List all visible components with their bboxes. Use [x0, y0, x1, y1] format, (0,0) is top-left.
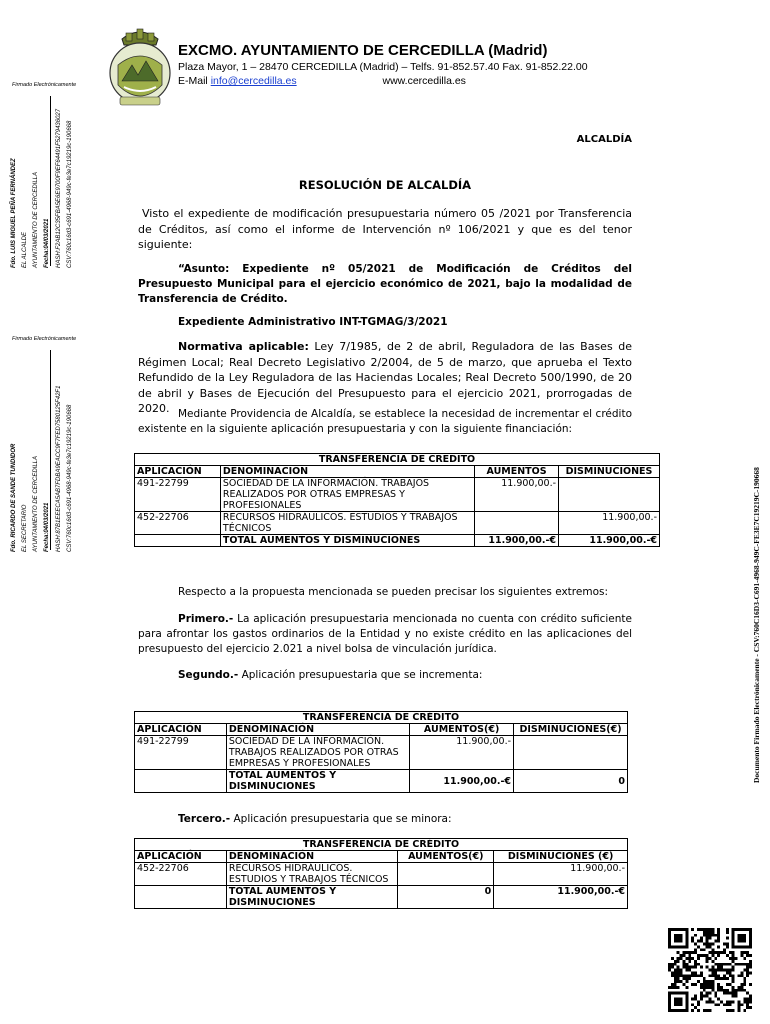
table-cell: 0 — [514, 770, 628, 793]
table-header: APLICACIÓN — [135, 724, 227, 736]
header-address: Plaza Mayor, 1 – 28470 CERCEDILLA (Madrid) – Telfs. 91-852.57.40 Fax. 91-852.22.00 — [178, 61, 588, 73]
signer-name-2: Fdo. RICARDO DE SANDE TUNDIDOR — [11, 443, 17, 552]
table-cell — [398, 863, 494, 886]
table-cell: SOCIEDAD DE LA INFORMACIÓN. TRABAJOS REALIZADOS POR OTRAS EMPRESAS Y PROFESIONALES — [220, 478, 474, 512]
table-cell: 11.900,00.-€ — [410, 770, 514, 793]
town-crest-logo — [106, 25, 174, 107]
paragraph-respecto: Respecto a la propuesta mencionada se pueden precisar los siguientes extremos: — [178, 586, 609, 598]
table-header: DENOMINACIÓN — [226, 851, 397, 863]
paragraph-providencia: Mediante Providencia de Alcaldía, se establece la necesidad de incrementar el crédito existente en la siguiente aplicación presupuestaria y con la siguiente financiación: — [138, 408, 632, 435]
signature-csv-2: CSV:760c16d3-c691-4968-949c-fe3e7c19219c-190668 — [67, 404, 73, 552]
signer-role-2: EL SECRETARIO — [22, 504, 28, 552]
table-cell: 11.900,00.- — [494, 863, 628, 886]
table-header: AUMENTOS(€) — [410, 724, 514, 736]
department-label: ALCALDÍA — [576, 134, 632, 145]
firmado-label-1: Firmado Electrónicamente — [12, 82, 77, 88]
tercero-text: Aplicación presupuestaria que se minora: — [230, 813, 452, 825]
table-row — [135, 863, 628, 886]
table-header: DISMINUCIONES(€) — [514, 724, 628, 736]
firmado-label-2: Firmado Electrónicamente — [12, 336, 77, 342]
signature-csv-1: CSV:760c16d3-c691-4968-949c-fe3e7c19219c-190668 — [67, 120, 73, 268]
paragraph-segundo — [138, 668, 632, 683]
table-header: DENOMINACION — [220, 466, 474, 478]
signer-role-1: EL ALCALDE — [22, 231, 28, 268]
signer-name-1: Fdo. LUIS MIGUEL PEÑA FERNÁNDEZ — [11, 158, 17, 268]
signature-date-2: Fecha:04/03/2021 — [44, 502, 50, 552]
web-address: www.cercedilla.es — [382, 75, 466, 87]
table-cell: 11.900,00.-€ — [475, 535, 559, 547]
segundo-label: Segundo.- — [178, 669, 239, 681]
table-header: APLICACIÓN — [135, 851, 227, 863]
signer-entity-2: AYUNTAMIENTO DE CERCEDILLA — [33, 455, 39, 552]
signature-line-2 — [50, 350, 51, 550]
tercero-label: Tercero.- — [178, 813, 231, 825]
table-cell — [135, 770, 227, 793]
signer-entity-1: AYUNTAMIENTO DE CERCEDILLA — [33, 171, 39, 268]
table-cell: 11.900,00.-€ — [559, 535, 660, 547]
table-cell: TOTAL AUMENTOS Y DISMINUCIONES — [226, 770, 409, 793]
table-cell: 11.900,00.- — [410, 736, 514, 770]
table-header: DISMINUCIONES — [559, 466, 660, 478]
table-row — [135, 478, 660, 512]
table-cell: 491-22799 — [135, 736, 227, 770]
email-label: E-Mail — [178, 75, 208, 87]
paragraph-asunto: “Asunto: Expediente nº 05/2021 de Modificación de Créditos del Presupuesto Municipal para el ejercicio económico de 2021, bajo la modalidad de Transferencia de Crédito. — [138, 263, 632, 305]
table-header: APLICACIÓN — [135, 466, 221, 478]
table-cell — [559, 478, 660, 512]
header-title: EXCMO. AYUNTAMIENTO DE CERCEDILLA (Madrid) — [178, 42, 548, 59]
primero-text: La aplicación presupuestaria mencionada no cuenta con crédito suficiente para afrontar los gastos ordinarios de la Entidad y no existe crédito en las aplicaciones del presupuesto del ejercicio 2.021 a nivel bolsa de vinculación jurídica. — [138, 613, 632, 655]
table-cell — [135, 886, 227, 909]
table-cell: 452-22706 — [135, 863, 227, 886]
table-cell — [475, 512, 559, 535]
paragraph-tercero — [138, 812, 632, 827]
transfer-table-1 — [134, 453, 660, 547]
primero-label: Primero.- — [178, 613, 234, 625]
table-total-row — [135, 770, 628, 793]
table-cell: RECURSOS HIDRÁULICOS. ESTUDIOS Y TRABAJOS TÉCNICOS — [226, 863, 397, 886]
table-total-row — [135, 886, 628, 909]
table-total-row — [135, 535, 660, 547]
table-cell: 491-22799 — [135, 478, 221, 512]
paragraph-normativa — [138, 339, 632, 417]
signature-hash-2: HASH:87B1EEECA5AB7FDBA9EACC9F7FED7580125F42F1 — [56, 385, 62, 552]
table-cell: 11.900,00.- — [559, 512, 660, 535]
table-cell: TOTAL AUMENTOS Y DISMINUCIONES — [226, 886, 397, 909]
table-cell: 11.900,00.-€ — [494, 886, 628, 909]
normativa-text: Ley 7/1985, de 2 de abril, Reguladora de las Bases de Régimen Local; Real Decreto Legislativo 2/2004, de 5 de marzo, que aprueba el Texto Refundido de la Ley Reguladora de las Haciendas Locales; Real Decreto 500/1990, de 20 de abril y Bases de Ejecución del Presupuesto para el ejercicio 2021, prorrogadas de 2020. — [138, 340, 632, 415]
qr-code — [668, 928, 752, 1012]
resolution-title: RESOLUCIÓN DE ALCALDÍA — [298, 178, 472, 192]
table-cell: 0 — [398, 886, 494, 909]
transfer-table-3 — [134, 838, 628, 909]
table-cell: TOTAL AUMENTOS Y DISMINUCIONES — [220, 535, 474, 547]
table-caption: TRANSFERENCIA DE CRÉDITO — [135, 712, 628, 724]
normativa-label: Normativa aplicable: — [178, 340, 309, 353]
right-margin-csv: Documento Firmado Electrónicamente - CSV:760C16D3-C691-4968-949C-FE3E7C19219C-190668 — [752, 467, 761, 783]
table-cell — [514, 736, 628, 770]
transfer-table-2 — [134, 711, 628, 793]
signature-hash-1: HASH:F2AB12C35FBA5E6E9700F9EF64491F5279436027 — [56, 108, 62, 268]
table-row — [135, 512, 660, 535]
paragraph-primero — [138, 612, 632, 657]
header-contact — [178, 75, 466, 87]
signature-date-1: Fecha:04/03/2021 — [44, 218, 50, 268]
table-header: DENOMINACIÓN — [226, 724, 409, 736]
table-header: DISMINUCIONES (€) — [494, 851, 628, 863]
table-caption: TRANSFERENCIA DE CREDITO — [135, 454, 660, 466]
segundo-text: Aplicación presupuestaria que se incrementa: — [238, 669, 483, 681]
table-cell: SOCIEDAD DE LA INFORMACIÓN. TRABAJOS REALIZADOS POR OTRAS EMPRESAS Y PROFESIONALES — [226, 736, 409, 770]
table-header: AUMENTOS(€) — [398, 851, 494, 863]
table-cell: RECURSOS HIDRÁULICOS. ESTUDIOS Y TRABAJOS TÉCNICOS — [220, 512, 474, 535]
email-link[interactable]: info@cercedilla.es — [210, 75, 297, 87]
expediente-line: Expediente Administrativo INT-TGMAG/3/2021 — [178, 316, 448, 328]
table-cell: 452-22706 — [135, 512, 221, 535]
paragraph-visto: Visto el expediente de modificación presupuestaria número 05 /2021 por Transferencia de Créditos, así como el informe de Intervención nº 106/2021 y que es del tenor siguiente: — [138, 207, 632, 251]
table-header: AUMENTOS — [475, 466, 559, 478]
table-cell — [135, 535, 221, 547]
table-caption: TRANSFERENCIA DE CRÉDITO — [135, 839, 628, 851]
table-row — [135, 736, 628, 770]
table-cell: 11.900,00.- — [475, 478, 559, 512]
